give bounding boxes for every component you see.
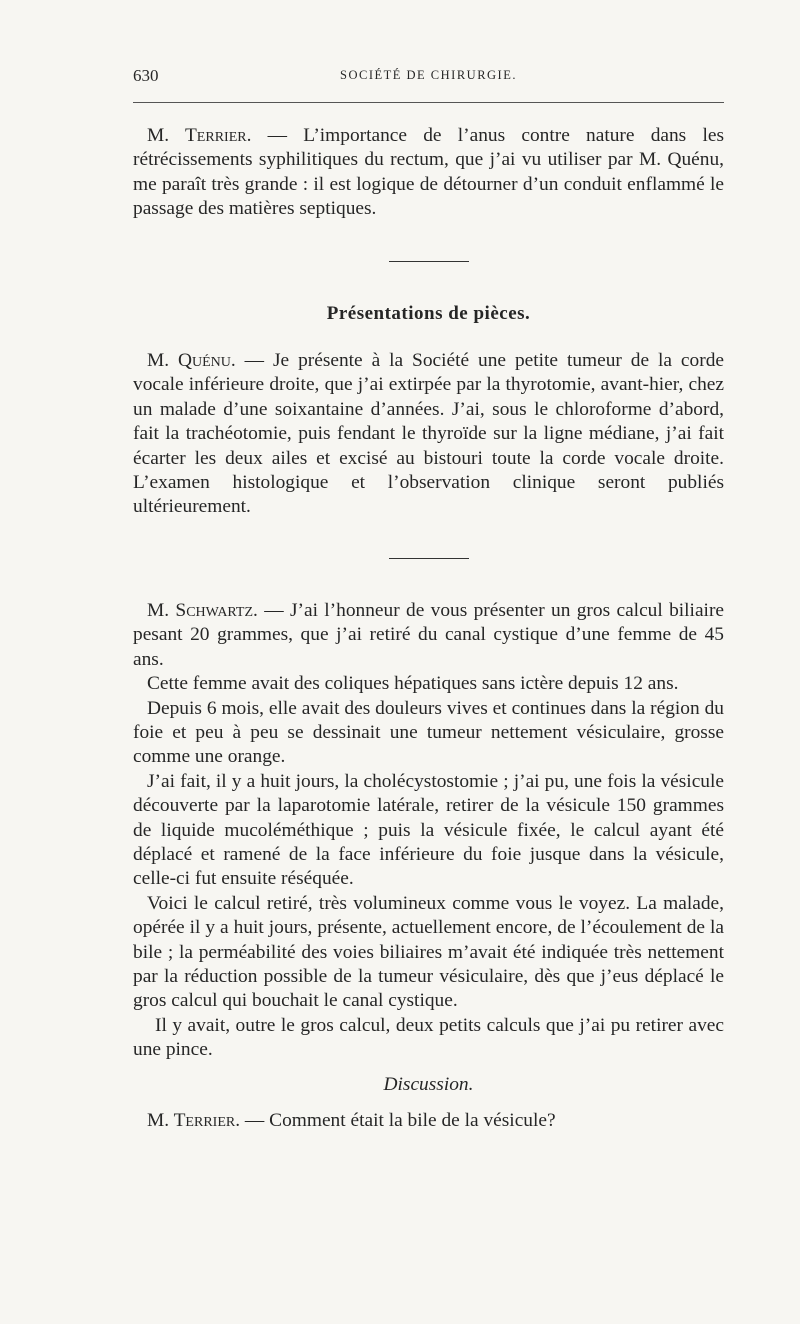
page-number: 630 (133, 66, 159, 85)
paragraph-text: — J’ai l’honneur de vous présenter un gros calcul biliaire pesant 20 grammes, que j’ai retiré du canal cystique d’une femme de 45 ans. (133, 599, 725, 670)
page-body (133, 124, 724, 1133)
speaker-name: M. Schwartz. (147, 599, 258, 621)
paragraph-schwartz-1 (133, 599, 724, 672)
page-header (133, 66, 724, 90)
paragraph-schwartz-5: Voici le calcul retiré, très volumineux comme vous le voyez. La malade, opérée il y a huit jours, présente, actuellement encore, de l’écoulement de la bile ; la perméabilité des voies biliaires m’avait été indiquée très nettement par la réduction possible de la tumeur vésiculaire, dès que j’eus déplacé le gros calcul qui bouchait le canal cystique. (133, 892, 724, 1012)
header-rule (133, 102, 724, 103)
running-title: SOCIÉTÉ DE CHIRURGIE. (340, 68, 517, 82)
paragraph-schwartz-3: Depuis 6 mois, elle avait des douleurs vives et continues dans la région du foie et peu à peu se dessinait une tumeur nettement vésiculaire, grosse comme une orange. (133, 697, 724, 768)
paragraph-terrier-2 (133, 1109, 724, 1133)
paragraph-terrier-1 (133, 124, 724, 222)
speaker-name: M. Terrier. (147, 125, 252, 146)
speaker-name: M. Quénu. (147, 350, 236, 372)
speaker-name: M. Terrier. (147, 1110, 241, 1131)
discussion-title: Discussion. (383, 1073, 474, 1095)
paragraph-schwartz-2: Cette femme avait des coliques hépatiques sans ictère depuis 12 ans. (147, 673, 679, 695)
paragraph-quenu (133, 349, 724, 520)
paragraph-text: — Je présente à la Société une petite tumeur de la corde vocale inférieure droite, que j’ai extirpée par la thyrotomie, avant-hier, chez un malade d’une soixantaine d’années. J’ai, sous le chloroforme d’abord, fait la trachéotomie, puis fendant le thyroïde sur la ligne médiane, j’ai fait écarter les deux ailes et excisé au bistouri toute la corde vocale droite. L’examen histologique et l’observation clinique seront publiés ultérieurement. (133, 350, 724, 518)
paragraph-text: — Comment était la bile de la vésicule? (240, 1110, 556, 1131)
section-title: Présentations de pièces. (326, 302, 531, 324)
paragraph-schwartz-6: Il y avait, outre le gros calcul, deux petits calculs que j’ai pu retirer avec une pince. (133, 1014, 724, 1061)
paragraph-schwartz-4: J’ai fait, il y a huit jours, la cholécystostomie ; j’ai pu, une fois la vésicule découverte par la laparotomie latérale, retirer de la vésicule 150 grammes de liquide mucoléméthique ; puis la vésicule fixée, le calcul ayant été déplacé et ramené de la face inférieure du foie jusque dans la vésicule, celle-ci fut ensuite réséquée. (133, 770, 724, 890)
paragraph-text: — L’importance de l’anus contre nature dans les rétrécissements syphilitiques du rectum, que j’ai vu utiliser par M. Quénu, me paraît très grande : il est logique de détourner d’un conduit enflammé le passage des matières septiques. (133, 125, 724, 220)
